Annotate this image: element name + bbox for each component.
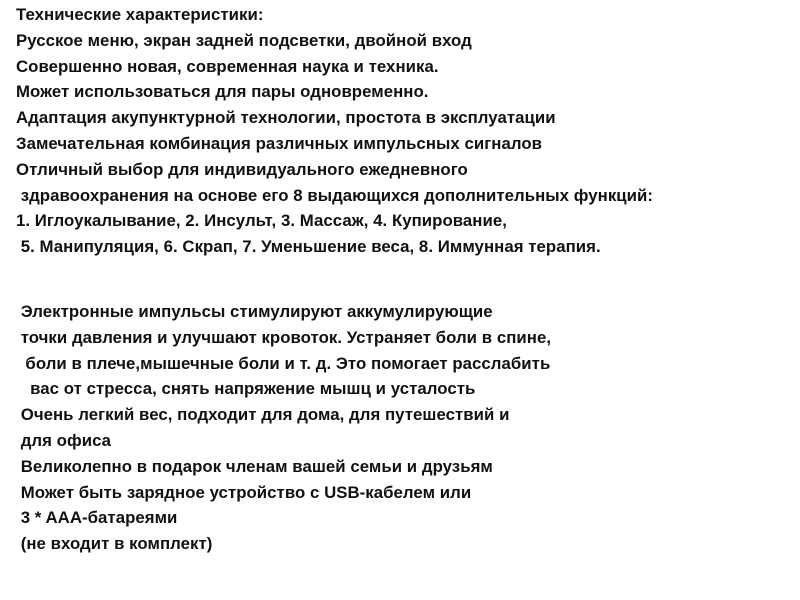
specs-line: 5. Манипуляция, 6. Скрап, 7. Уменьшение веса, 8. Иммунная терапия.	[16, 237, 601, 257]
specifications-block	[16, 2, 653, 260]
description-line: точки давления и улучшают кровоток. Устраняет боли в спине,	[16, 327, 552, 347]
description-line: Очень легкий вес, подходит для дома, для путешествий и	[16, 405, 510, 425]
description-line: Может быть зарядное устройство с USB-кабелем или	[16, 482, 472, 502]
description-block	[16, 299, 551, 557]
specs-line: Русское меню, экран задней подсветки, двойной вход	[16, 30, 472, 50]
specs-line: здравоохранения на основе его 8 выдающихся дополнительных функций:	[16, 185, 654, 205]
specs-line: 1. Иглоукалывание, 2. Инсульт, 3. Массаж, 4. Купирование,	[16, 211, 507, 231]
description-line: вас от стресса, снять напряжение мышц и усталость	[16, 379, 476, 399]
description-line: боли в плече,мышечные боли и т. д. Это помогает расслабить	[16, 353, 551, 373]
specs-line: Отличный выбор для индивидуального ежедневного	[16, 159, 468, 179]
description-line: Электронные импульсы стимулируют аккумулирующие	[16, 302, 493, 321]
description-line: для офиса	[16, 430, 112, 450]
description-line: Великолепно в подарок членам вашей семьи и друзьям	[16, 456, 493, 476]
specs-title: Технические характеристики:	[16, 5, 264, 24]
specs-line: Может использоваться для пары одновременно.	[16, 82, 429, 102]
description-line: (не входит в комплект)	[16, 534, 213, 554]
description-line: 3 * AAA-батареями	[16, 508, 178, 528]
specs-line: Адаптация акупунктурной технологии, простота в эксплуатации	[16, 108, 556, 128]
specs-line: Замечательная комбинация различных импульсных сигналов	[16, 133, 542, 153]
specs-line: Совершенно новая, современная наука и техника.	[16, 56, 439, 76]
